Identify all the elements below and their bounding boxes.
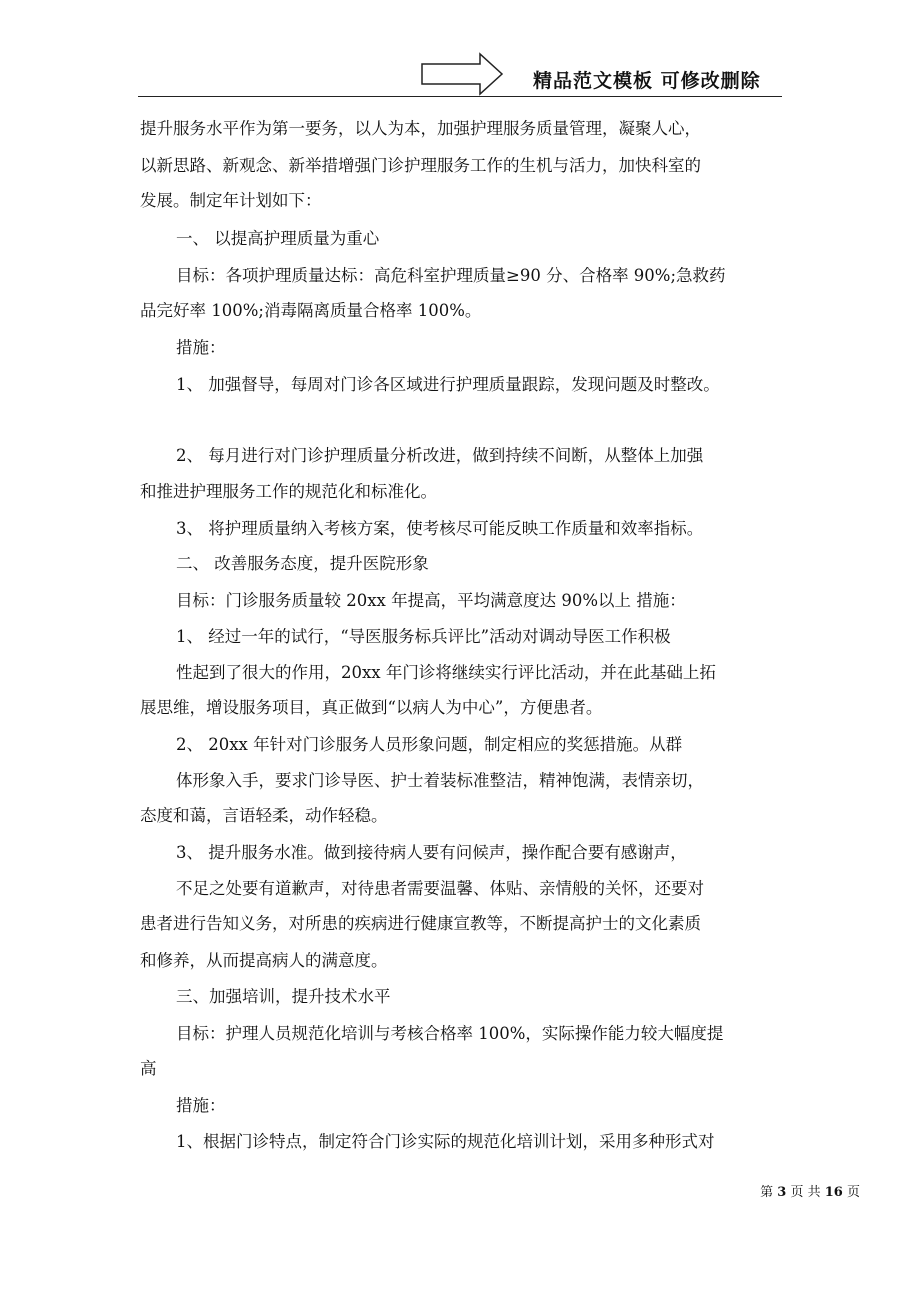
paragraph-line: 3、 将护理质量纳入考核方案，使考核尽可能反映工作质量和效率指标。 [176,519,704,538]
paragraph-line: 1、 加强督导，每周对门诊各区域进行护理质量跟踪，发现问题及时整改。 [176,375,720,394]
paragraph-line: 品完好率 100%;消毒隔离质量合格率 100%。 [140,301,482,320]
paragraph-line: 目标：各项护理质量达标：高危科室护理质量≥90 分、合格率 90%;急救药 [176,266,726,285]
header-divider [138,96,782,97]
paragraph-line: 态度和蔼，言语轻柔，动作轻稳。 [140,806,388,825]
paragraph-line: 提升服务水平作为第一要务，以人为本，加强护理服务质量管理，凝聚人心， [140,119,701,138]
paragraph-line: 措施： [176,1096,226,1115]
paragraph-line: 以新思路、新观念、新举措增强门诊护理服务工作的生机与活力，加快科室的 [140,156,701,175]
footer-suffix: 页 [846,1185,860,1200]
footer-prefix: 第 [760,1185,774,1200]
section-heading: 三、加强培训，提升技术水平 [176,987,391,1006]
page-number-footer [760,1181,860,1200]
section-heading: 一、 以提高护理质量为重心 [176,229,380,248]
paragraph-line: 2、 20xx 年针对门诊服务人员形象问题，制定相应的奖惩措施。从群 [176,735,683,754]
paragraph-line: 性起到了很大的作用，20xx 年门诊将继续实行评比活动，并在此基础上拓 [176,663,716,682]
paragraph-line: 和推进护理服务工作的规范化和标准化。 [140,482,437,501]
current-page-number: 3 [777,1185,787,1200]
paragraph-line: 体形象入手，要求门诊导医、护士着装标准整洁，精神饱满，表情亲切， [176,771,704,790]
paragraph-line: 高 [140,1059,157,1078]
paragraph-line: 不足之处要有道歉声，对待患者需要温馨、体贴、亲情般的关怀，还要对 [176,879,704,898]
right-arrow-icon [420,52,504,96]
total-page-count: 16 [824,1185,843,1200]
paragraph-line: 目标：护理人员规范化培训与考核合格率 100%，实际操作能力较大幅度提 [176,1024,724,1043]
footer-middle: 页 共 [790,1185,821,1200]
header-title: 精品范文模板 可修改删除 [533,70,761,92]
paragraph-line: 和修养，从而提高病人的满意度。 [140,951,388,970]
paragraph-line: 3、 提升服务水准。做到接待病人要有问候声，操作配合要有感谢声， [176,843,687,862]
paragraph-line: 目标：门诊服务质量较 20xx 年提高，平均满意度达 90%以上 措施： [176,591,686,610]
paragraph-line: 2、 每月进行对门诊护理质量分析改进，做到持续不间断，从整体上加强 [176,446,704,465]
paragraph-line: 展思维，增设服务项目，真正做到“以病人为中心”，方便患者。 [140,698,603,717]
paragraph-line: 患者进行告知义务，对所患的疾病进行健康宣教等，不断提高护士的文化素质 [140,914,701,933]
paragraph-line: 1、 经过一年的试行，“导医服务标兵评比”活动对调动导医工作积极 [176,627,671,646]
paragraph-line: 措施： [176,338,226,357]
paragraph-line: 发展。制定年计划如下： [140,191,322,210]
section-heading: 二、 改善服务态度，提升医院形象 [176,554,429,573]
paragraph-line: 1、根据门诊特点，制定符合门诊实际的规范化培训计划，采用多种形式对 [176,1132,715,1151]
